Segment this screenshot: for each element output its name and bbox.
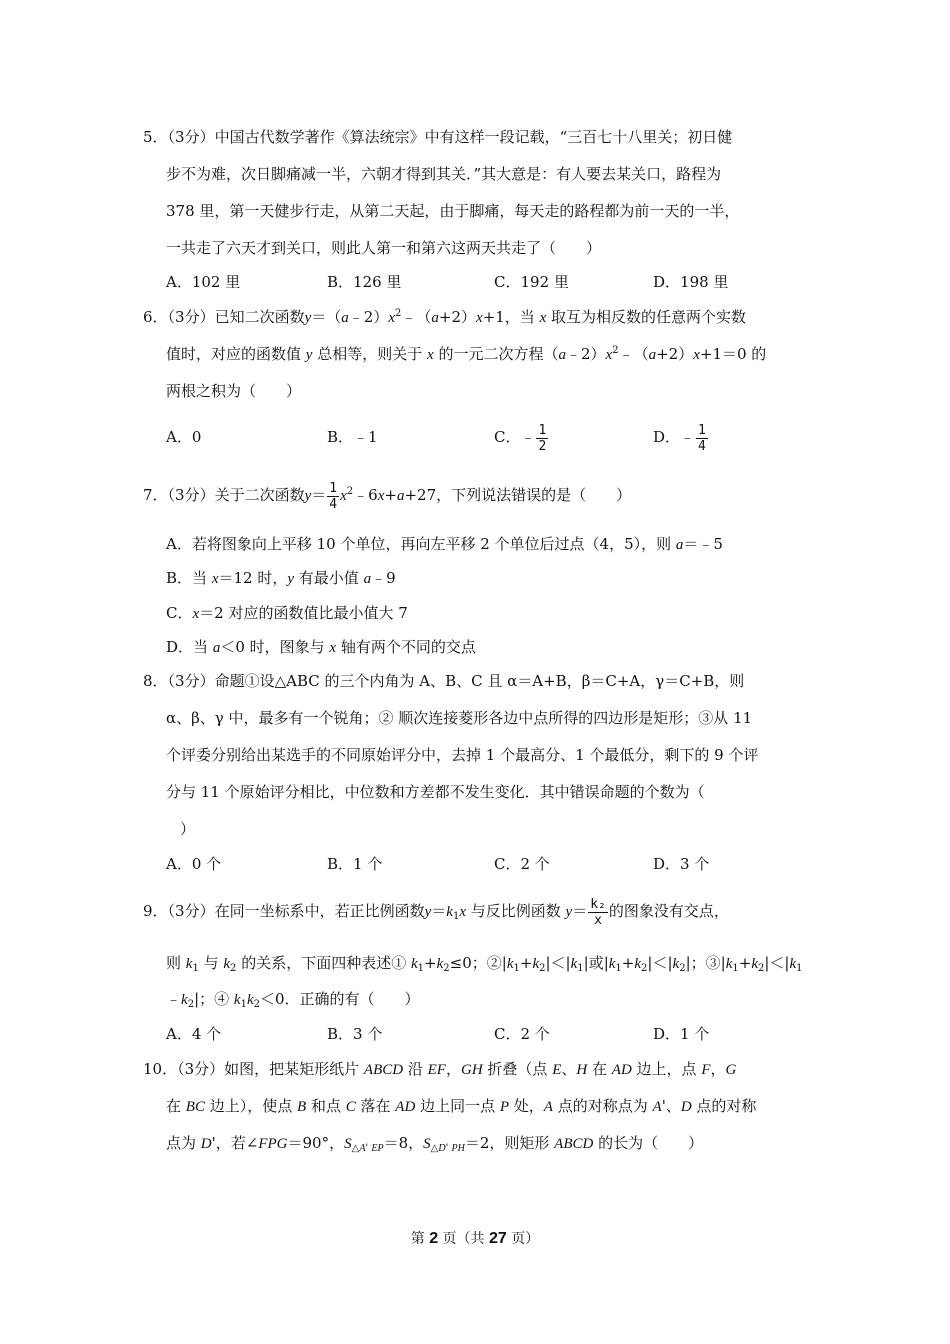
fraction-one-quarter: $\frac{1}{4}$ (698, 422, 706, 454)
question-7-option-b-label: B．当 (166, 569, 208, 587)
question-8-option-d: D．3 个 (653, 855, 710, 873)
question-10-prefix: 10．（3分）如图，把某矩形纸片 (143, 1060, 360, 1078)
question-7-option-a-text: A．若将图象向上平移 10 个单位，再向左平移 2 个单位后过点（4，5），则 (166, 535, 672, 553)
question-5-line-1: 5．（3分）中国古代数学著作《算法统宗》中有这样一段记载，“三百七十八里关；初日健 (143, 128, 733, 146)
question-7-option-c-label: C． (166, 604, 193, 622)
question-8-line-3: 个评委分别给出某选手的不同原始评分中，去掉 1 个最高分、1 个最低分，剩下的 9 个评 (166, 746, 759, 764)
question-7-option-a: A．若将图象向上平移 10 个单位，再向左平移 2 个单位后过点（4，5），则 a＝﹣5 (166, 535, 723, 553)
page-footer (0, 1228, 950, 1248)
question-5-line-2: 步不为难，次日脚痛减一半，六朝才得到其关．”其大意是：有人要去某关口，路程为 (166, 165, 722, 183)
question-6-option-a: A．0 (166, 428, 202, 446)
question-5-option-a: A．102 里 (166, 273, 241, 291)
question-5-option-d: D．198 里 (653, 273, 729, 291)
question-6-option-c (494, 416, 549, 458)
footer-prefix: 第 (410, 1231, 430, 1247)
question-6-line-3: 两根之积为（ ） (166, 382, 302, 400)
question-7-option-d: D．当 a＜0 时，图象与 x 轴有两个不同的交点 (166, 638, 476, 656)
question-6-text: 值时，对应的函数值 (166, 345, 302, 363)
question-10-line-3: 点为 D'，若∠FPG＝90°，$S_{\triangle A' EP}=8$，$S_{\triangle D' PH}=2$，则矩形 ABCD 的长为（ ） (166, 1134, 704, 1154)
question-7-option-b: B．当 x＝12 时，y 有最小值 a﹣9 (166, 569, 396, 587)
question-5-option-c: C．192 里 (494, 273, 569, 291)
question-6-line-1: 6．（3分）已知二次函数$y=(a﹣2)x^2﹣(a+2)x+1$，当 x 取互为相反数的任意两个实数 (143, 308, 747, 326)
footer-middle: 页（共 (438, 1231, 489, 1247)
question-8-line-1: 8．（3分）命题①设△ABC 的三个内角为 A、B、C 且 α＝A+B，β＝C+A，γ＝C+B，则 (143, 672, 745, 690)
question-9-option-c: C．2 个 (494, 1025, 550, 1043)
question-10-text-2: 在 (166, 1097, 182, 1115)
question-6-prefix: 6．（3分）已知二次函数 (143, 308, 305, 326)
question-9-line-3: $﹣k_2|$；④ $k_1k_2<0$．正确的有（ ） (166, 990, 420, 1010)
question-8-line-4: 分与 11 个原始评分相比，中位数和方差都不发生变化．其中错误命题的个数为（ (166, 783, 705, 801)
question-6-option-c-label: C．﹣ (494, 428, 536, 446)
question-10-text-3: 点为 (166, 1134, 197, 1152)
fraction-one-half: $\frac{1}{2}$ (538, 422, 547, 454)
question-9-option-a: A．4 个 (166, 1025, 222, 1043)
question-8-line-2: α、β、γ 中，最多有一个锐角；② 顺次连接菱形各边中点所得的四边形是矩形；③从 11 (166, 709, 753, 727)
question-5-option-b: B．126 里 (327, 273, 402, 291)
question-9-prefix: 9．（3分）在同一坐标系中，若正比例函数 (143, 902, 425, 920)
question-7-option-c: C．x＝2 对应的函数值比最小值大 7 (166, 604, 408, 622)
question-7-option-d-label: D．当 (166, 638, 209, 656)
question-7-line-1: 7．（3分）关于二次函数y＝ $\frac{1}{4}$ $x^2﹣6x+a+27$，下列说法错误的是（ ） (143, 480, 632, 512)
question-9-line-1: 9．（3分）在同一坐标系中，若正比例函数$y=k_1x$ 与反比例函数 y＝ $\frac{\text{k₂}}{x}$ 的图象没有交点， (143, 896, 729, 928)
question-9-option-b: B．3 个 (327, 1025, 383, 1043)
question-5-line-3: 378 里，第一天健步行走，从第二天起，由于脚痛，每天走的路程都为前一天的一半， (166, 202, 740, 220)
fraction-one-quarter-coefficient: $\frac{1}{4}$ (329, 480, 338, 512)
question-6-option-d-label: D．﹣ (653, 428, 696, 446)
question-8-option-c: C．2 个 (494, 855, 550, 873)
question-6-option-d (653, 416, 709, 458)
total-pages: 27 (489, 1230, 507, 1247)
question-8-option-a: A．0 个 (166, 855, 222, 873)
question-5-line-4: 一共走了六天才到关口，则此人第一和第六这两天共走了（ ） (166, 239, 602, 257)
question-9-line-2: 则 $k_1$ 与 $k_2$ 的关系，下面四种表述① $k_1+k_2\le 0$；$②|k_1+k_2|<|k_1|$或$|k_1+k_2|<|k_2|$；$③|k_1+k_2|<|k_1$ (166, 954, 803, 974)
fraction-k2-over-x: $\frac{\text{k₂}}{x}$ (590, 896, 606, 928)
question-7-prefix: 7．（3分）关于二次函数 (143, 486, 305, 504)
question-10-line-2: 在 BC 边上），使点 B 和点 C 落在 AD 边上同一点 P 处，A 点的对称点为 A'、D 点的对称 (166, 1097, 757, 1115)
question-8-line-5: ） (180, 820, 196, 838)
question-6-line-2: 值时，对应的函数值 y 总相等，则关于 x 的一元二次方程$(a﹣2)x^2﹣(a+2)x+1=0$ 的 (166, 345, 767, 363)
question-6-option-b: B．﹣1 (327, 428, 378, 446)
question-10-line-1: 10．（3分）如图，把某矩形纸片 ABCD 沿 EF，GH 折叠（点 E、H 在 AD 边上，点 F，G (143, 1060, 737, 1078)
question-9-option-d: D．1 个 (653, 1025, 710, 1043)
footer-suffix: 页） (506, 1231, 540, 1247)
page-number: 2 (429, 1230, 439, 1247)
question-8-option-b: B．1 个 (327, 855, 383, 873)
